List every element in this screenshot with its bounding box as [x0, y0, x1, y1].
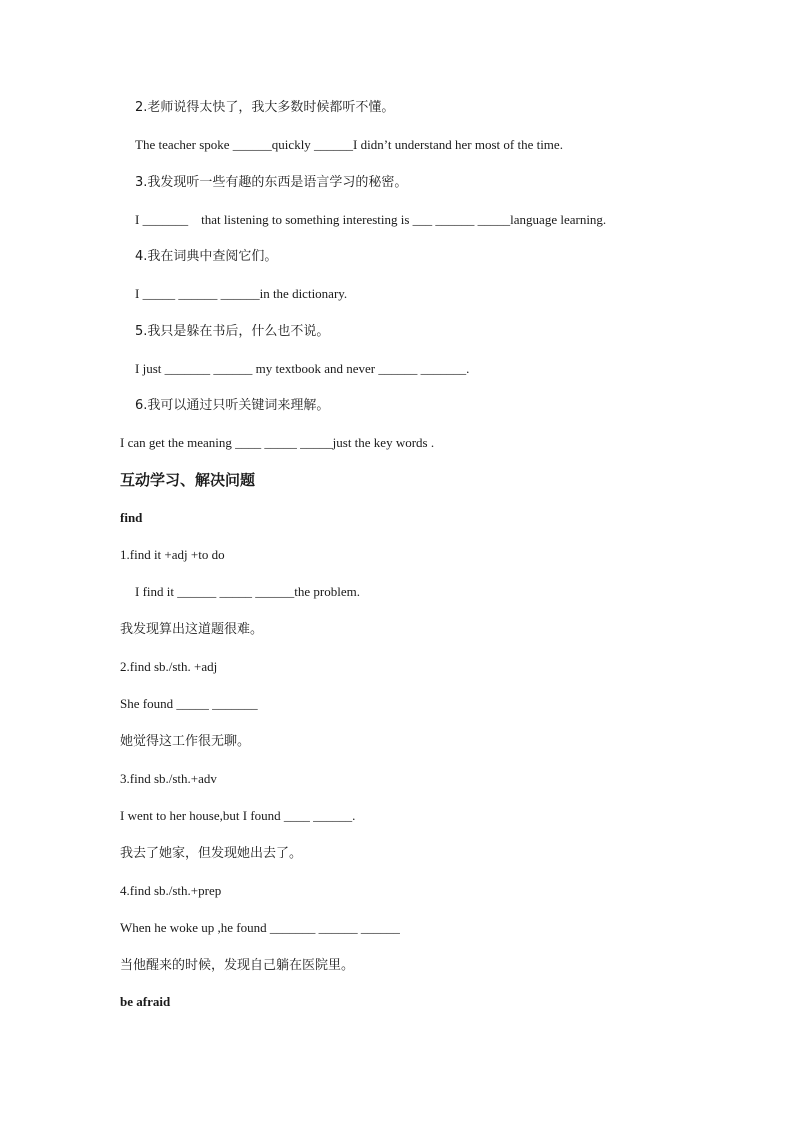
- find-usage-3: 3.find sb./sth.+adv: [120, 771, 217, 786]
- sentence-3-english: I _______ that listening to something interesting is ___ ______ _____language learning.: [135, 212, 607, 227]
- find-example-3: I went to her house,but I found ____ ______.: [120, 808, 356, 823]
- find-example-2-chinese: 她觉得这工作很无聊。: [120, 734, 251, 749]
- find-example-3-chinese: 我去了她家，但发现她出去了。: [120, 846, 303, 861]
- keyword-find: find: [120, 510, 143, 525]
- keyword-be-afraid: be afraid: [120, 994, 171, 1009]
- sentence-3-chinese: 3.我发现听一些有趣的东西是语言学习的秘密。: [135, 175, 408, 190]
- find-example-4: When he woke up ,he found _______ ______ ______: [120, 920, 400, 935]
- find-example-1: I find it ______ _____ ______the problem.: [135, 584, 360, 599]
- sentence-5-chinese: 5.我只是躲在书后，什么也不说。: [135, 324, 330, 339]
- find-example-1-chinese: 我发现算出这道题很难。: [120, 622, 264, 637]
- find-usage-1: 1.find it +adj +to do: [120, 547, 225, 562]
- section-heading: 互动学习、解决问题: [120, 471, 256, 489]
- sentence-2-chinese: 2.老师说得太快了，我大多数时候都听不懂。: [135, 100, 395, 115]
- sentence-5-english: I just _______ ______ my textbook and never ______ _______.: [135, 361, 470, 376]
- find-usage-2: 2.find sb./sth. +adj: [120, 659, 218, 674]
- sentence-6-chinese: 6.我可以通过只听关键词来理解。: [135, 398, 330, 413]
- find-usage-4: 4.find sb./sth.+prep: [120, 883, 222, 898]
- find-example-2: She found _____ _______: [120, 696, 258, 711]
- find-example-4-chinese: 当他醒来的时候，发现自己躺在医院里。: [120, 958, 355, 973]
- sentence-2-english: The teacher spoke ______quickly ______I didn’t understand her most of the time.: [135, 137, 563, 152]
- sentence-4-chinese: 4.我在词典中查阅它们。: [135, 249, 278, 264]
- sentence-4-english: I _____ ______ ______in the dictionary.: [135, 286, 348, 301]
- sentence-6-english: I can get the meaning ____ _____ _____just the key words .: [120, 435, 435, 450]
